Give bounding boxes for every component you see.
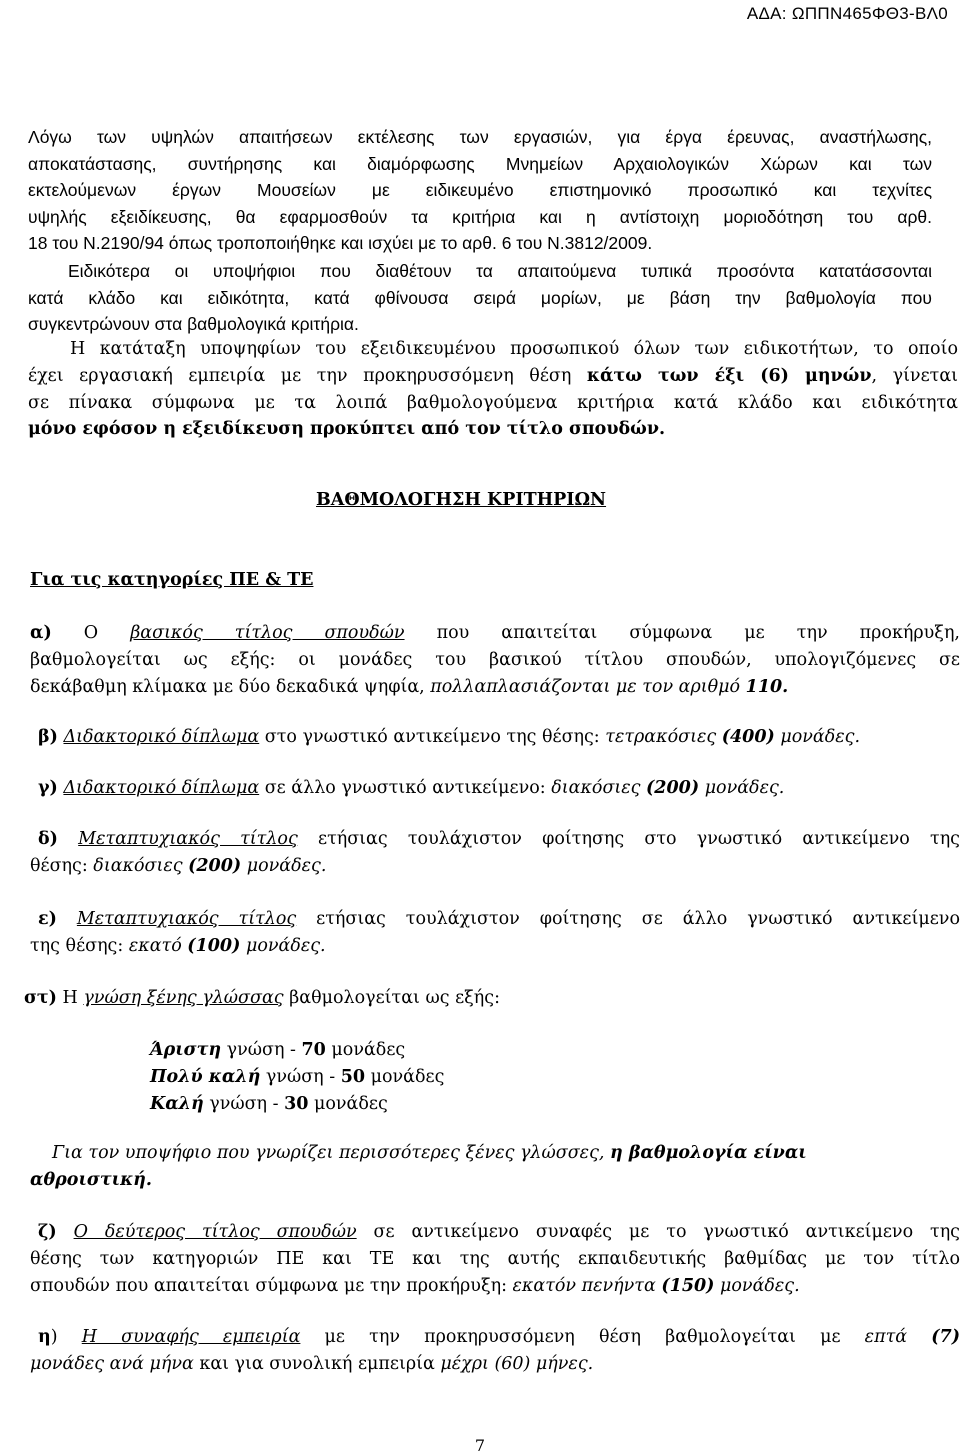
text-line: θέσης: διακόσιες (200) μονάδες. [30,855,327,876]
text-line: Η κατάταξη υποψηφίων του εξειδικευμένου προσωπικού όλων των ειδικοτήτων, το οποίο [70,339,958,359]
text-line: 18 του Ν.2190/94 όπως τροποποιήθηκε και ισχύει με το αρθ. 6 του Ν.3812/2009. [28,233,653,254]
item-marker: β) [38,727,58,747]
language-level-1: Άριστη γνώση - 70 μονάδες [150,1040,406,1060]
item-marker: δ) [38,829,58,849]
criterion-d [30,826,960,880]
text-line: αθροιστική. [30,1169,152,1190]
text-line: Λόγω των υψηλών απαιτήσεων εκτέλεσης των εργασιών, για έργα έρευνας, αναστήλωσης, [28,127,932,147]
text-line: βαθμολογείται ως εξής: οι μονάδες του βασικού τίτλου σπουδών, υπολογιζόμενες σε [30,649,960,670]
criterion-link: Διδακτορικό δίπλωμα [63,727,260,747]
text-line: Για τον υποψήφιο που γνωρίζει περισσότερες ξένες γλώσσες, η βαθμολογία είναι [52,1143,807,1163]
item-marker: στ) [24,988,57,1008]
text-line: μόνο εφόσον η εξειδίκευση προκύπτει από τον τίτλο σπουδών. [28,419,666,440]
criterion-link: βασικός τίτλος σπουδών [130,623,405,643]
text-line: σε πίνακα σύμφωνα με τα λοιπά βαθμολογούμενα κριτήρια κατά κλάδο και ειδικότητα [28,392,958,413]
criterion-h [30,1324,960,1378]
text-line: έχει εργασιακή εμπειρία με την προκηρυσσόμενη θέση κάτω των έξι (6) μηνών, γίνεται [28,365,958,386]
text-line: εκτελούμενων έργων Μουσείων με ειδικευμένο επιστημονικό προσωπικό και τεχνίτες [28,180,932,201]
criterion-e [30,906,960,960]
criterion-link: γνώση ξένης γλώσσας [83,988,284,1008]
text-line: αποκατάστασης, συντήρησης και διαμόρφωσης Μνημείων Αρχαιολογικών Χώρων και των [28,153,932,174]
text-line: ζ) Ο δεύτερος τίτλος σπουδών σε αντικείμενο συναφές με το γνωστικό αντικείμενο της [38,1222,960,1242]
item-marker: ζ) [38,1222,57,1242]
text-line: Ειδικότερα οι υποψήφιοι που διαθέτουν τα απαιτούμενα τυπικά προσόντα κατατάσσονται [68,261,932,281]
language-level-3: Καλή γνώση - 30 μονάδες [150,1094,388,1114]
text-line: η) Η συναφής εμπειρία με την προκηρυσσόμενη θέση βαθμολογείται με επτά (7) [38,1327,960,1347]
item-marker: α) [30,623,52,643]
criterion-link: Μεταπτυχιακός τίτλος [78,829,298,849]
text-line: στ) Η γνώση ξένης γλώσσας βαθμολογείται ως εξής: [24,988,500,1008]
text-line: ε) Μεταπτυχιακός τίτλος ετήσιας τουλάχιστον φοίτησης σε άλλο γνωστικό αντικείμενο [38,909,960,929]
text-line: β) Διδακτορικό δίπλωμα στο γνωστικό αντικείμενο της θέσης: τετρακόσιες (400) μονάδες. [38,727,861,747]
criterion-link: Ο δεύτερος τίτλος σπουδών [73,1222,357,1242]
ranking-paragraph [28,336,958,443]
item-marker: γ) [38,778,58,798]
criterion-b [38,724,960,751]
text-line: μονάδες ανά μήνα και για συνολική εμπειρία μέχρι (60) μήνες. [30,1353,594,1374]
section-title: ΒΑΘΜΟΛΟΓΗΣΗ ΚΡΙΤΗΡΙΩΝ [316,490,607,510]
cumulative-note [30,1140,960,1194]
criterion-c [38,775,960,802]
text-line: υψηλής εξειδίκευσης, θα εφαρμοσθούν τα κριτήρια και η αντίστοιχη μοριοδότηση του αρθ. [28,206,932,227]
criterion-z [30,1219,960,1299]
text-line: σπουδών που απαιτείται σύμφωνα με την προκήρυξη: εκατόν πενήντα (150) μονάδες. [30,1275,800,1296]
text-line: της θέσης: εκατό (100) μονάδες. [30,935,326,956]
text-line: α) Ο βασικός τίτλος σπουδών που απαιτείται σύμφωνα με την προκήρυξη, [30,623,960,643]
specific-paragraph [28,258,932,338]
criterion-a [30,620,960,700]
text-line: θέσης των κατηγοριών ΠΕ και ΤΕ και της αυτής εκπαιδευτικής βαθμίδας με τον τίτλο [30,1248,960,1269]
ada-code: ΑΔΑ: ΩΠΠΝ465ΦΘ3-ΒΛ0 [746,4,948,23]
text-line: κατά κλάδο και ειδικότητα, κατά φθίνουσα σειρά μορίων, με βάση την βαθμολογία που [28,287,932,308]
criterion-st [24,985,954,1012]
item-marker: ε) [38,909,57,929]
category-heading: Για τις κατηγορίες ΠΕ & ΤΕ [30,570,314,590]
text-line: δεκάβαθμη κλίμακα με δύο δεκαδικά ψηφία, πολλαπλασιάζονται με τον αριθμό 110. [30,676,789,697]
criterion-link: Μεταπτυχιακός τίτλος [76,909,297,929]
criterion-link: Η συναφής εμπειρία [81,1327,301,1347]
page-number: 7 [474,1436,486,1455]
item-marker: η [38,1327,51,1347]
text-line: συγκεντρώνουν στα βαθμολογικά κριτήρια. [28,314,359,335]
criterion-link: Διδακτορικό δίπλωμα [63,778,260,798]
text-line: δ) Μεταπτυχιακός τίτλος ετήσιας τουλάχιστον φοίτησης στο γνωστικό αντικείμενο της [38,829,960,849]
language-level-2: Πολύ καλή γνώση - 50 μονάδες [150,1067,445,1087]
intro-paragraph [28,124,932,257]
text-line: γ) Διδακτορικό δίπλωμα σε άλλο γνωστικό αντικείμενο: διακόσιες (200) μονάδες. [38,778,785,798]
